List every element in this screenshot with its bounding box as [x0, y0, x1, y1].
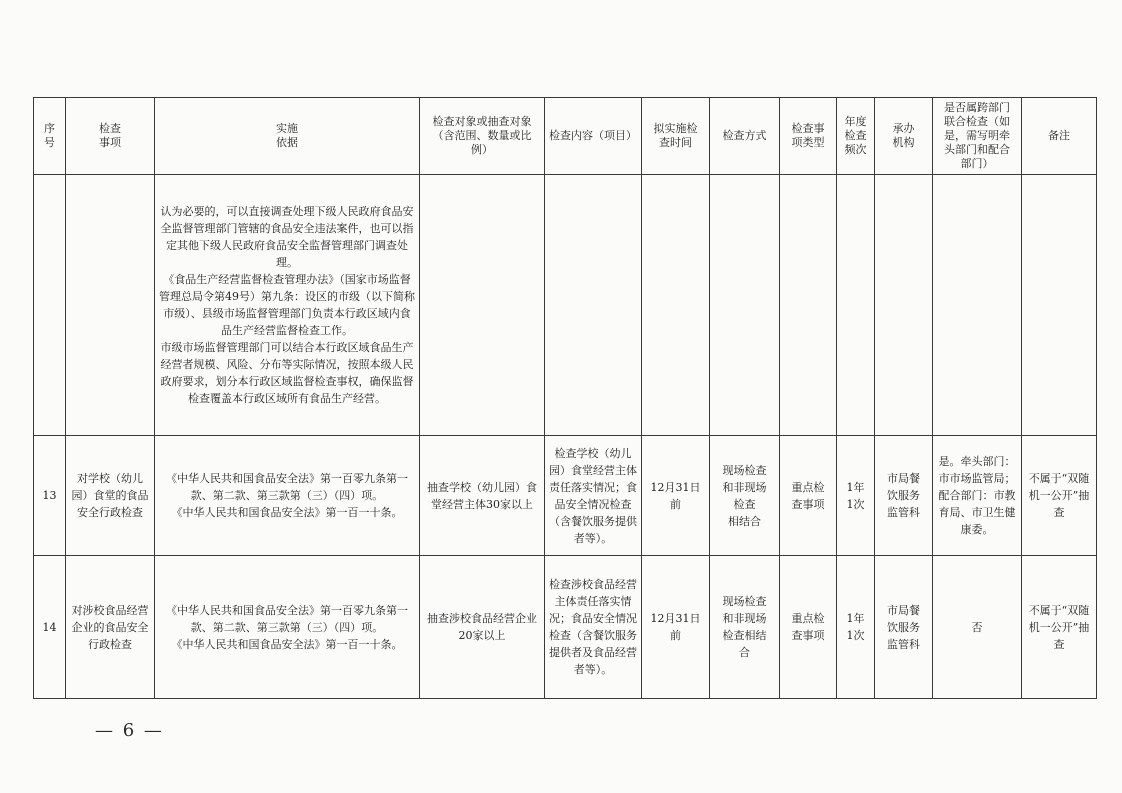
- cell-empty: [837, 175, 875, 436]
- table-header-row: [34, 98, 1097, 175]
- cell-basis: 认为必要的，可以直接调查处理下级人民政府食品安全监督管理部门管辖的食品安全违法案件，也可以指定其他下级人民政府食品安全监督管理部门调查处理。 《食品生产经营监督检查管理办法》（国家市场监督管理总局令第49号）第九条：设区的市级（以下简称市级）、县级市场监督管理部门负责本行政区域内食品生产经营监督检查工作。 市级市场监督管理部门可以结合本行政区域食品生产经营者规模、风险、分布等实际情况，按照本级人民政府要求，划分本行政区域监督检查事权，确保监督检查覆盖本行政区域所有食品生产经营。: [155, 175, 420, 436]
- cell-type: 重点检 查事项: [780, 436, 837, 556]
- cell-empty: [875, 175, 933, 436]
- cell-time: 12月31日 前: [642, 556, 710, 699]
- cell-agency: 市局餐 饮服务 监管科: [875, 436, 933, 556]
- header-basis: 实施 依据: [155, 98, 420, 175]
- cell-no: 14: [34, 556, 66, 699]
- header-content: 检查内容（项目）: [545, 98, 642, 175]
- cell-no: 13: [34, 436, 66, 556]
- header-no: 序 号: [34, 98, 66, 175]
- cell-method: 现场检查 和非现场 检查相结 合: [710, 556, 780, 699]
- cell-time: 12月31日 前: [642, 436, 710, 556]
- cell-empty: [545, 175, 642, 436]
- cell-empty: [933, 175, 1022, 436]
- header-method: 检查方式: [710, 98, 780, 175]
- inspection-plan-table: [33, 97, 1097, 699]
- cell-empty: [66, 175, 155, 436]
- cell-joint: 是。牵头部门：市市场监管局；配合部门：市教育局、市卫生健康委。: [933, 436, 1022, 556]
- cell-type: 重点检 查事项: [780, 556, 837, 699]
- cell-empty: [780, 175, 837, 436]
- table-row: [34, 436, 1097, 556]
- cell-item: 对学校（幼儿园）食堂的食品安全行政检查: [66, 436, 155, 556]
- header-note: 备注: [1022, 98, 1097, 175]
- cell-content: 检查学校（幼儿园）食堂经营主体责任落实情况；食品安全情况检查（含餐饮服务提供者等）。: [545, 436, 642, 556]
- cell-empty: [420, 175, 545, 436]
- header-agency: 承办 机构: [875, 98, 933, 175]
- cell-note: 不属于“双随机一公开”抽查: [1022, 436, 1097, 556]
- cell-empty: [34, 175, 66, 436]
- cell-method: 现场检查 和非现场 检查 相结合: [710, 436, 780, 556]
- header-item: 检查 事项: [66, 98, 155, 175]
- cell-content: 检查涉校食品经营主体责任落实情况；食品安全情况检查（含餐饮服务提供者及食品经营者等）。: [545, 556, 642, 699]
- cell-item: 对涉校食品经营企业的食品安全行政检查: [66, 556, 155, 699]
- cell-frequency: 1年 1次: [837, 436, 875, 556]
- cell-object: 抽查学校（幼儿园）食堂经营主体30家以上: [420, 436, 545, 556]
- table-row-continuation: [34, 175, 1097, 436]
- cell-basis: 《中华人民共和国食品安全法》第一百零九条第一款、第二款、第三款第（三）（四）项。 《中华人民共和国食品安全法》第一百一十条。: [155, 556, 420, 699]
- cell-agency: 市局餐 饮服务 监管科: [875, 556, 933, 699]
- cell-empty: [642, 175, 710, 436]
- header-joint: 是否属跨部门 联合检查（如 是，需写明牵 头部门和配合 部门）: [933, 98, 1022, 175]
- cell-object: 抽查涉校食品经营企业20家以上: [420, 556, 545, 699]
- page-number: — 6 —: [95, 720, 164, 741]
- table-row: [34, 556, 1097, 699]
- cell-joint: 否: [933, 556, 1022, 699]
- cell-frequency: 1年 1次: [837, 556, 875, 699]
- header-time: 拟实施检 查时间: [642, 98, 710, 175]
- cell-note: 不属于“双随机一公开”抽查: [1022, 556, 1097, 699]
- cell-empty: [710, 175, 780, 436]
- header-frequency: 年度 检查 频次: [837, 98, 875, 175]
- header-type: 检查事 项类型: [780, 98, 837, 175]
- cell-basis: 《中华人民共和国食品安全法》第一百零九条第一款、第二款、第三款第（三）（四）项。 《中华人民共和国食品安全法》第一百一十条。: [155, 436, 420, 556]
- header-object: 检查对象或抽查对象 （含范围、数量或比 例）: [420, 98, 545, 175]
- cell-empty: [1022, 175, 1097, 436]
